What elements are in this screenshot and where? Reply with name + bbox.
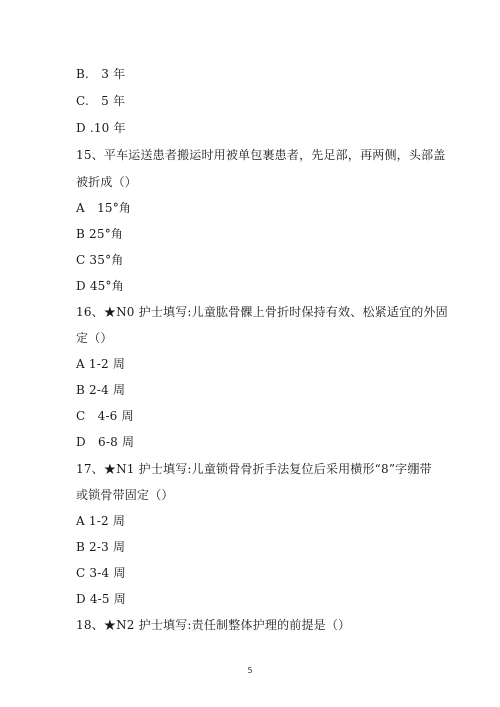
option-c-q16: C 4-6 周 [76,409,134,423]
option-a-q16: A 1-2 周 [76,357,126,371]
option-d-q17: D 4-5 周 [76,592,126,606]
option-b-q14: B. 3 年 [76,67,126,81]
option-a-q17: A 1-2 周 [76,514,126,528]
question-17-line-1: 17、★N1 护士填写:儿童锁骨骨折手法复位后采用横形“8”字绷带 [76,462,432,476]
option-c-q15: C 35°角 [76,253,124,267]
page-number: 5 [247,666,253,675]
option-b-q15: B 25°角 [76,227,124,241]
question-18-line-1: 18、★N2 护士填写:责任制整体护理的前提是（） [76,618,351,632]
option-b-q16: B 2-4 周 [76,383,126,397]
option-c-q17: C 3-4 周 [76,566,126,580]
option-c-q14: C. 5 年 [76,94,126,108]
question-15-line-2: 被折成（） [76,175,138,189]
question-17-line-2: 或锁骨带固定（） [76,488,174,502]
option-d-q14: D .10 年 [76,121,126,135]
option-a-q15: A 15°角 [76,201,132,215]
question-16-line-1: 16、★N0 护士填写:儿童肱骨髁上骨折时保持有效、松紧适宜的外固 [76,305,448,319]
option-b-q17: B 2-3 周 [76,540,126,554]
question-16-line-2: 定（） [76,331,113,345]
option-d-q15: D 45°角 [76,279,124,293]
option-d-q16: D 6-8 周 [76,435,135,449]
question-15-line-1: 15、平车运送患者搬运时用被单包裹患者，先足部，再两侧，头部盖 [76,148,446,162]
